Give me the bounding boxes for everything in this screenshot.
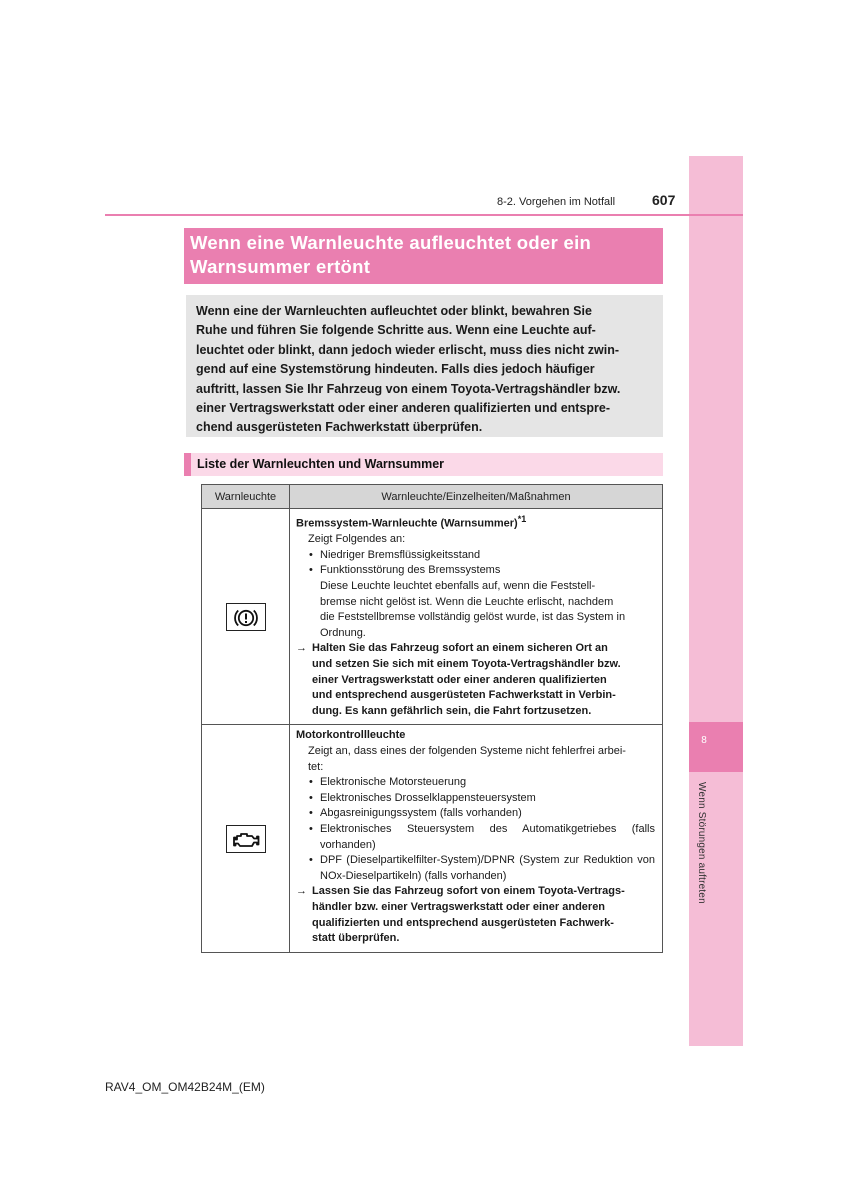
row-title	[296, 512, 655, 532]
icon-cell	[202, 509, 290, 725]
table-header-row	[202, 485, 663, 509]
page-number: 607	[652, 192, 676, 208]
section-label: Liste der Warnleuchten und Warnsummer	[197, 457, 445, 471]
chapter-title: Wenn Störungen auftreten	[696, 782, 707, 904]
row-title: Motorkontrollleuchte	[296, 729, 406, 742]
page-title-line-2: Warnsummer ertönt	[190, 256, 371, 277]
intro-line: gend auf eine Systemstörung hindeuten. Falls dies jedoch häufiger	[196, 362, 595, 377]
footnote-marker: *1	[517, 514, 527, 524]
continuation-line: Ordnung.	[320, 626, 366, 639]
intro-line: Ruhe und führen Sie folgende Schritte aus. Wenn eine Leuchte auf-	[196, 323, 596, 338]
brake-warning-icon	[226, 603, 266, 631]
header-rule	[105, 214, 743, 216]
details-cell	[290, 725, 663, 952]
action-line: und entsprechend ausgerüsteten Fachwerkstatt in Verbin-	[312, 689, 616, 702]
intro-line: auftritt, lassen Sie Ihr Fahrzeug von einem Toyota-Vertragshändler bzw.	[196, 381, 621, 396]
intro-line: chend ausgerüsteten Fachwerkstatt überprüfen.	[196, 420, 483, 435]
continuation-line: bremse nicht gelöst ist. Wenn die Leuchte erlischt, nachdem	[320, 595, 614, 608]
action-line: dung. Es kann gefährlich sein, die Fahrt fortzusetzen.	[312, 704, 592, 717]
table-row	[202, 509, 663, 725]
page-title-line-1: Wenn eine Warnleuchte aufleuchtet oder ein	[190, 232, 592, 253]
section-header: 8-2. Vorgehen im Notfall	[497, 196, 616, 208]
section-bar	[184, 453, 663, 476]
action-text	[296, 641, 655, 719]
continuation-line: Diese Leuchte leuchtet ebenfalls auf, wenn die Feststell-	[320, 580, 596, 593]
detail-line: Zeigt Folgendes an:	[308, 533, 406, 546]
bullet-item: • DPF (Dieselpartikelfilter-System)/DPNR (System zur Reduktion von NOx-Dieselpartikeln) (falls vorhanden)	[296, 853, 655, 884]
chapter-tab-active	[689, 722, 743, 772]
chapter-number: 8	[701, 735, 707, 746]
detail-line: tet:	[308, 760, 324, 773]
details-cell	[290, 509, 663, 725]
detail-line: Zeigt an, dass eines der folgenden Systeme nicht fehlerfrei arbei-	[308, 744, 626, 757]
intro-box	[186, 295, 663, 437]
continuation-line: die Feststellbremse vollständig gelöst wurde, ist das System in	[320, 611, 626, 624]
intro-line: Wenn eine der Warnleuchten aufleuchtet oder blinkt, bewahren Sie	[196, 304, 592, 318]
row-title-text: Bremssystem-Warnleuchte (Warnsummer)	[296, 517, 518, 530]
bullet-item: • Elektronisches Drosselklappensteuersystem	[296, 791, 655, 807]
action-line: qualifizierten und entsprechend ausgerüsteten Fachwerk-	[312, 916, 614, 929]
bullet-item: • Niedriger Bremsflüssigkeitsstand	[296, 548, 655, 564]
action-line: händler bzw. einer Vertragswerkstatt oder einer anderen	[312, 900, 606, 913]
bullet-item: • Elektronische Motorsteuerung	[296, 775, 655, 791]
engine-check-icon	[226, 825, 266, 853]
warning-lights-table	[201, 484, 663, 953]
action-line: einer Vertragswerkstatt oder einer anderen qualifizierten	[312, 673, 607, 686]
chapter-tab	[689, 156, 743, 1046]
intro-line: leuchtet oder blinkt, dann jedoch wieder erlischt, muss dies nicht zwin-	[196, 342, 619, 357]
intro-text	[196, 302, 653, 438]
action-line: → Halten Sie das Fahrzeug sofort an einem sicheren Ort an	[312, 642, 608, 655]
icon-cell	[202, 725, 290, 952]
bullet-item: • Abgasreinigungssystem (falls vorhanden)	[296, 806, 655, 822]
column-header-details: Warnleuchte/Einzelheiten/Maßnahmen	[290, 485, 663, 509]
bullet-item: • Elektronisches Steuersystem des Automatikgetriebes (falls vorhanden)	[296, 822, 655, 853]
section-marker	[184, 453, 191, 476]
table-row	[202, 725, 663, 952]
action-line: statt überprüfen.	[312, 932, 400, 945]
document-code: RAV4_OM_OM42B24M_(EM)	[105, 1080, 265, 1094]
action-line: → Lassen Sie das Fahrzeug sofort von einem Toyota-Vertrags-	[312, 885, 625, 898]
intro-line: einer Vertragswerkstatt oder einer anderen qualifizierten und entspre-	[196, 401, 611, 416]
column-header-light: Warnleuchte	[202, 485, 290, 509]
bullet-item: • Funktionsstörung des Bremssystems	[296, 563, 655, 579]
action-text	[296, 884, 655, 946]
page-title-box	[184, 228, 663, 284]
action-line: und setzen Sie sich mit einem Toyota-Vertragshändler bzw.	[312, 658, 621, 670]
